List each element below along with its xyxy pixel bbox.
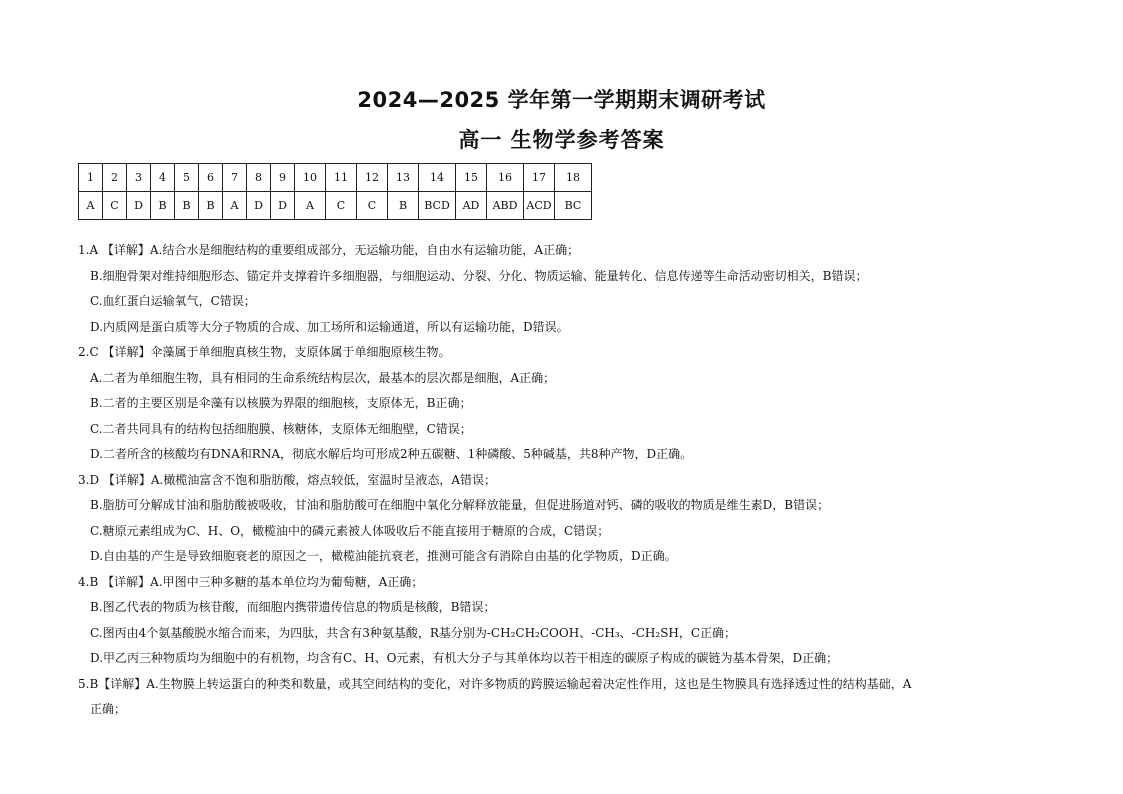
explanation-option: C.糖原元素组成为C、H、O，橄榄油中的磷元素被人体吸收后不能直接用于糖原的合成，C错误；	[90, 523, 610, 538]
answer-table	[78, 163, 592, 220]
question-number-cell: 17	[524, 164, 555, 192]
explanation-option: D.自由基的产生是导致细胞衰老的原因之一，橄榄油能抗衰老，推测可能含有消除自由基的化学物质，D正确。	[90, 549, 677, 563]
question-number-cell: 8	[247, 164, 271, 192]
answer-cell: A	[295, 192, 326, 220]
answer-cell: D	[247, 192, 271, 220]
explanation-head: 3.D 【详解】A.橄榄油富含不饱和脂肪酸，熔点较低，室温时呈液态，A错误；	[78, 472, 497, 487]
answer-cell: C	[357, 192, 388, 220]
explanation-option: D.甲乙丙三种物质均为细胞中的有机物，均含有C、H、O元素，有机大分子与其单体均以若干相连的碳原子构成的碳链为基本骨架，D正确；	[90, 651, 839, 665]
explanation-option: B.二者的主要区别是伞藻有以核膜为界限的细胞核，支原体无，B正确；	[90, 396, 472, 410]
explanation-head: 5.B【详解】A.生物膜上转运蛋白的种类和数量，或其空间结构的变化，对许多物质的跨膜运输起着决定性作用，这也是生物膜具有选择透过性的结构基础，A	[78, 676, 912, 691]
explanation-head: 4.B 【详解】A.甲图中三种多糖的基本单位均为葡萄糖，A正确；	[78, 574, 424, 589]
explanation-option: C.血红蛋白运输氧气，C错误；	[90, 294, 256, 308]
answer-cell: ABD	[487, 192, 524, 220]
question-explanation	[78, 340, 1058, 468]
question-number-cell: 9	[271, 164, 295, 192]
answer-cell: ACD	[524, 192, 555, 220]
answer-cell: B	[388, 192, 419, 220]
question-number-cell: 1	[79, 164, 103, 192]
question-number-cell: 6	[199, 164, 223, 192]
answer-cell: C	[326, 192, 357, 220]
question-number-cell: 2	[103, 164, 127, 192]
question-number-cell: 13	[388, 164, 419, 192]
question-explanation	[78, 672, 1058, 723]
question-number-cell: 7	[223, 164, 247, 192]
question-number-cell: 5	[175, 164, 199, 192]
explanation-option: B.细胞骨架对维持细胞形态、锚定并支撑着许多细胞器，与细胞运动、分裂、分化、物质运输、能量转化、信息传递等生命活动密切相关，B错误；	[90, 268, 868, 283]
explanations	[78, 238, 1058, 723]
question-number-cell: 15	[456, 164, 487, 192]
answer-cell: BC	[555, 192, 592, 220]
answer-cell: BCD	[419, 192, 456, 220]
question-explanation	[78, 570, 1058, 672]
question-number-cell: 11	[326, 164, 357, 192]
answer-cell: B	[199, 192, 223, 220]
explanation-option: D.内质网是蛋白质等大分子物质的合成、加工场所和运输通道，所以有运输功能，D错误。	[90, 319, 569, 334]
question-number-cell: 12	[357, 164, 388, 192]
answer-cell: B	[175, 192, 199, 220]
answer-cell: A	[223, 192, 247, 220]
explanation-option: C.图丙由4个氨基酸脱水缩合而来，为四肽，共含有3种氨基酸，R基分别为-CH₂CH₂COOH、-CH₃、-CH₂SH，C正确；	[90, 625, 737, 640]
answer-cell: C	[103, 192, 127, 220]
answer-cell: D	[271, 192, 295, 220]
explanation-option: B.图乙代表的物质为核苷酸，而细胞内携带遗传信息的物质是核酸，B错误；	[90, 600, 496, 614]
explanation-option: A.二者为单细胞生物，具有相同的生命系统结构层次，最基本的层次都是细胞，A正确；	[90, 370, 556, 385]
answer-cell: A	[79, 192, 103, 220]
answer-table-answer-row	[79, 192, 592, 220]
explanation-option: 正确；	[90, 702, 127, 716]
document-subtitle: 高一 生物学参考答案	[458, 128, 665, 152]
explanation-head: 2.C 【详解】伞藻属于单细胞真核生物，支原体属于单细胞原核生物。	[78, 345, 451, 359]
explanation-option: B.脂肪可分解成甘油和脂肪酸被吸收，甘油和脂肪酸可在细胞中氧化分解释放能量，但促进肠道对钙、磷的吸收的物质是维生素D，B错误；	[90, 498, 830, 512]
question-number-cell: 4	[151, 164, 175, 192]
question-number-cell: 16	[487, 164, 524, 192]
question-explanation	[78, 238, 1058, 340]
question-explanation	[78, 468, 1058, 570]
question-number-cell: 3	[127, 164, 151, 192]
document-title: 2024—2025 学年第一学期期末调研考试	[357, 88, 766, 112]
question-number-cell: 18	[555, 164, 592, 192]
answer-cell: AD	[456, 192, 487, 220]
explanation-option: D.二者所含的核酸均有DNA和RNA，彻底水解后均可形成2种五碳糖、1种磷酸、5种碱基，共8种产物，D正确。	[90, 447, 693, 461]
question-number-cell: 14	[419, 164, 456, 192]
answer-table-number-row	[79, 164, 592, 192]
answer-cell: B	[151, 192, 175, 220]
answer-cell: D	[127, 192, 151, 220]
question-number-cell: 10	[295, 164, 326, 192]
explanation-option: C.二者共同具有的结构包括细胞膜、核糖体，支原体无细胞壁，C错误；	[90, 421, 472, 436]
explanation-head: 1.A 【详解】A.结合水是细胞结构的重要组成部分，无运输功能，自由水有运输功能，A正确；	[78, 243, 580, 257]
